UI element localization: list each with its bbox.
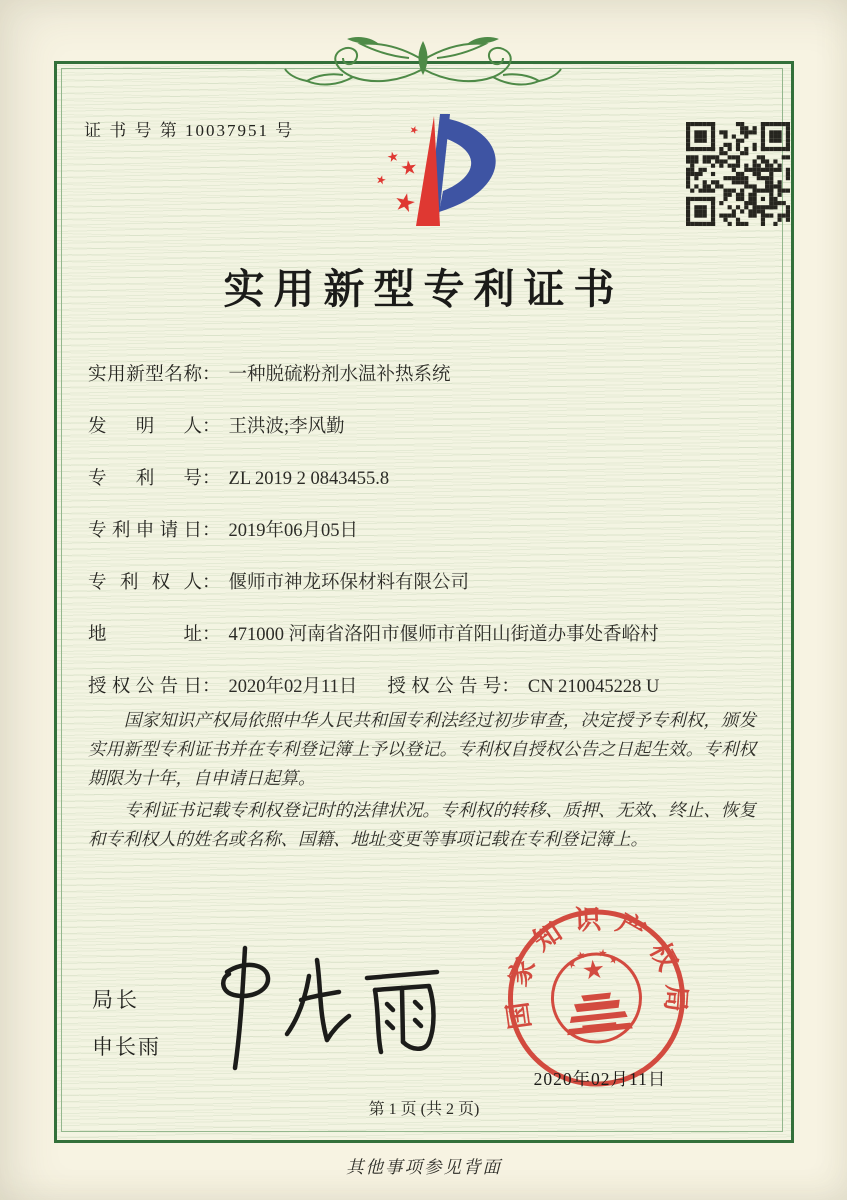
field-label: 授权公告号	[387, 677, 502, 697]
field-label: 实用新型名称	[88, 365, 202, 385]
back-note: 其他事项参见背面	[346, 1157, 502, 1177]
field-value: ZL 2019 2 0843455.8	[228, 469, 390, 489]
field-value: 471000 河南省洛阳市偃师市首阳山街道办事处香峪村	[228, 625, 659, 645]
seal-date: 2020年02月11日	[533, 1069, 667, 1089]
field-value: 偃师市神龙环保材料有限公司	[228, 573, 470, 593]
field-colon: ：	[202, 677, 221, 697]
field-row-filing-date	[88, 518, 764, 544]
director-name: 申长雨	[92, 1035, 161, 1059]
field-colon: ：	[202, 417, 221, 437]
field-value: 王洪波;李风勤	[228, 417, 345, 437]
field-label: 地址	[88, 625, 202, 645]
field-colon: ：	[202, 625, 221, 645]
national-emblem	[548, 945, 645, 1047]
director-signature	[205, 942, 455, 1077]
certificate-title: 实用新型专利证书	[223, 266, 624, 312]
field-colon: ：	[202, 469, 221, 489]
field-label: 发明人	[88, 417, 202, 437]
field-row-patent-no	[88, 466, 764, 492]
certificate-fields	[88, 362, 764, 726]
top-flourish-ornament	[283, 33, 563, 97]
field-row-inventor	[88, 414, 764, 440]
field-label: 授权公告日	[88, 677, 202, 697]
field-colon: ：	[501, 677, 520, 697]
field-row-name	[88, 362, 764, 388]
field-label: 专利申请日	[88, 521, 202, 541]
field-value: 一种脱硫粉剂水温补热系统	[228, 365, 451, 385]
logo-red-wedge	[416, 116, 440, 226]
cnipa-logo	[350, 106, 510, 236]
field-value: 2020年02月11日	[228, 677, 358, 697]
seal-text: 国家知识产权局	[500, 904, 692, 1032]
body-paragraph: 专利证书记载专利权登记时的法律状况。专利权的转移、质押、无效、终止、恢复和专利权人的姓名或名称、国籍、地址变更等事项记载在专利登记簿上。	[88, 800, 756, 849]
field-row-patentee	[88, 570, 764, 596]
field-value: CN 210045228 U	[527, 677, 660, 697]
field-label: 专利权人	[88, 573, 202, 593]
field-colon: ：	[202, 365, 221, 385]
field-row-grant	[88, 674, 764, 700]
page-number: 第 1 页 (共 2 页)	[368, 1101, 480, 1118]
field-row-address	[88, 622, 764, 648]
field-colon: ：	[202, 521, 221, 541]
certificate-number: 证 书 号 第 10037951 号	[84, 121, 295, 140]
director-title: 局长	[92, 988, 140, 1012]
certificate-body	[88, 706, 756, 857]
field-colon: ：	[202, 573, 221, 593]
body-paragraph: 国家知识产权局依照中华人民共和国专利法经过初步审查，决定授予专利权，颁发实用新型专利证书并在专利登记簿上予以登记。专利权自授权公告之日起生效。专利权期限为十年，自申请日起算。	[88, 710, 756, 788]
field-label: 专利号	[88, 469, 202, 489]
field-value: 2019年06月05日	[228, 521, 359, 541]
qr-code	[686, 122, 790, 226]
director-block	[92, 984, 161, 1061]
